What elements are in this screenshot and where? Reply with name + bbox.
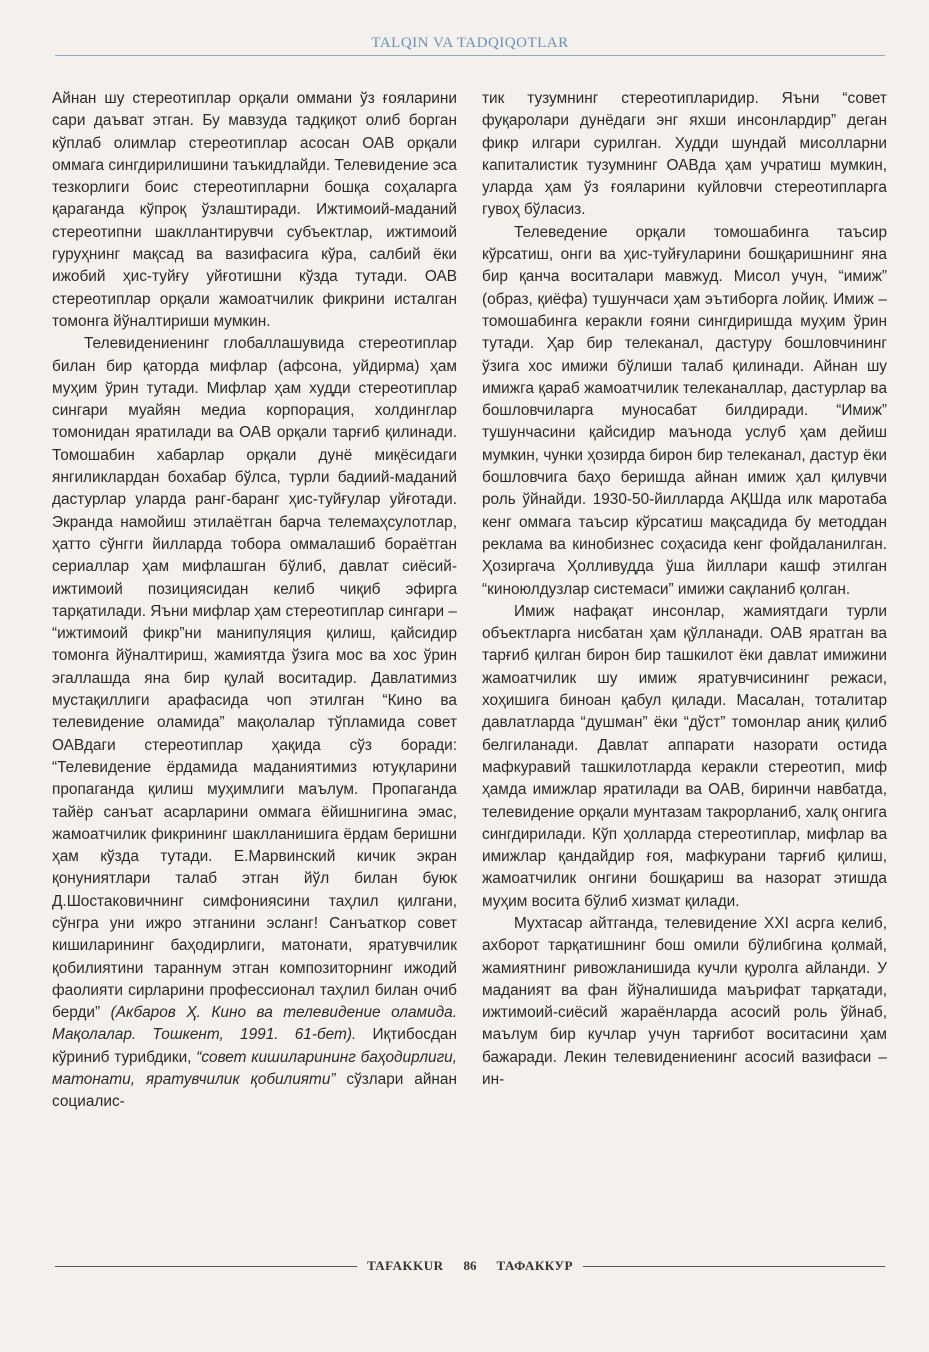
running-header [55, 34, 885, 52]
journal-name-latin: TAFAKKUR [367, 1258, 444, 1273]
paragraph [52, 333, 457, 1113]
paragraph: Мухтасар айтганда, телевидение XXI асрга келиб, ахборот тарқатишнинг бош омили бўлибгина қолмай, жамиятнинг ривожланишида кучли қуролга айланди. У маданият ва фан йўналишида маърифат тарқатади, ижтимоий-сиёсий жараёнларда асосий роль ўйнаб, маълум бир кучлар учун тарғибот воситасини ҳам бажаради. Лекин телевидениенинг асосий вазифаси – ин- [482, 914, 887, 1089]
header-rule [55, 55, 885, 56]
paragraph: Телеведение орқали томошабинга таъсир кўрсатиш, онги ва ҳис-туйғуларини бошқаришнинг яна бир қанча воситалари мавжуд. Мисол учун, “имиж” (образ, қиёфа) тушунчаси ҳам эътиборга лойиқ. Имиж – томошабинга керакли ғояни сингдиришда муҳим ўрин тутади. Ҳар бир телеканал, дастуру бошловчининг ўзига хос имижи бўлиши талаб қилинади. Айнан шу имижга қараб жамоатчилик телеканаллар, дастурлар ва бошловчиларга муносабат билдиради. “Имиж” тушунчасини қайсидир маънода услуб ҳам дейиш мумкин, чунки ҳозирда бирон бир телеканал, дастур ёки бошловчига баҳо беришда айнан имиж ҳал қилувчи роль ўйнайди. 1930-50-йилларда АҚШда илк маротаба кенг оммага таъсир кўрсатиш мақсадида бу методдан реклама ва кинобизнес соҳасида кенг фойдаланилган. Ҳозиргача Ҳолливудда ўша йиллари кашф этилган “киноюлдузлар системаси” имижи сақланиб қолган. [482, 223, 887, 598]
page-footer [55, 1256, 885, 1276]
left-column [52, 88, 457, 1114]
footer-rule-left [55, 1266, 357, 1267]
section-title: TALQIN VA TADQIQOTLAR [371, 35, 569, 51]
journal-name-cyrillic: ТАФАККУР [496, 1258, 573, 1273]
paragraph: Айнан шу стереотиплар орқали оммани ўз ғояларини сари даъват этган. Бу мавзуда тадқиқот олиб борган кўплаб олимлар стереотиплар асосан ОАВ орқали оммага сингдирилишини таъкидлайди. Телевидение эса тезкорлиги боис стереотипларни бошқа соҳаларга қараганда кўпроқ ўзлаштиради. Ижтимоий-маданий стереотипни шакллантирувчи субъектлар, ижтимоий гуруҳнинг мақсад ва вазифасига кўра, салбий ёки ижобий ҳис-туйғу уйғотишни кўзда тутади. ОАВ стереотиплар орқали жамоатчилик фикрини исталган томонга йўналтириши мумкин. [52, 90, 457, 330]
right-column [482, 88, 887, 1091]
paragraph: тик тузумнинг стереотипларидир. Яъни “совет фуқаролари дунёдаги энг яхши инсонлардир” деган фикр илгари сурилган. Худди шундай мисолларни капиталистик тузумнинг ОАВда ҳам учратиш мумкин, уларда ҳам ўз ғояларини куйловчи стереотипларга гувоҳ бўласиз. [482, 90, 887, 219]
paragraph-text: Телевидениенинг глобаллашувида стереотиплар билан бир қаторда мифлар (афсона, уйдирма) ҳам муҳим ўрин тутади. Мифлар ҳам худди стереотиплар сингари муайян медиа корпорация, холдинглар томонидан яратилади ва ОАВ орқали тарғиб қилинади. Томошабин хабарлар орқали дунё миқёсидаги янгиликлардан бохабар бўлса, турли бадиий-маданий дастурлар уларда ранг-баранг ҳис-туйғулар уйғотади. Экранда намойиш этилаётган барча телемаҳсулотлар, ҳатто сўнгги йилларда тобора оммалашиб бораётган сериаллар ҳам мифлашган бўлиб, давлат сиёсий-ижтимоий позициясидан келиб чиқиб эфирга тарқатилади. Яъни мифлар ҳам стереотиплар сингари – “ижтимоий фикр”ни манипуляция қилиш, қайсидир томонга йўналтириш, жамиятда ўзига мос ва хос ўрин эгаллашда яна бир қулай воситадир. Давлатимиз мустақиллиги арафасида чоп этилган “Кино ва телевидение оламида” мақолалар тўпламида совет ОАВдаги стереотиплар ҳақида сўз боради: “Телевидение ёрдамида маданиятимиз ютуқларини пропаганда қилиш муҳимлиги маълум. Пропаганда тайёр санъат асарларини оммага ёйишнигина эмас, жамоатчилик фикрининг шаклланишига ёрдам беришни ҳам кўзда тутади. Е.Марвинский кичик экран қонуниятлари талаб этган йўл билан буюк Д.Шостаковичнинг симфониясини таҳлил қилгани, сўнгра уни ижро этганини эсланг! Санъаткор совет кишиларининг баҳодирлиги, матонати, яратувчилик қобилиятини тараннум этган композиторнинг ижодий фаолияти сирларини профессионал таҳлил билан очиб берди” [52, 335, 457, 1022]
paragraph-text: сўзлари айнан социалис- [52, 1071, 457, 1111]
paragraph: Имиж нафақат инсонлар, жамиятдаги турли объектларга нисбатан ҳам қўлланади. ОАВ яратган ва тарғиб қилган бирон бир ташкилот ёки давлат имижини жамоатчилик шу имиж яратувчисининг режаси, хоҳишига биноан қабул қилади. Масалан, тоталитар давлатларда “душман” ёки “дўст” томонлар аниқ қилиб белгиланади. Давлат аппарати назорати остида мафкуравий ташкилотларда керакли стереотип, миф ҳамда имижлар яратилади ва ОАВ, биринчи навбатда, телевидение орқали мунтазам такрорланиб, халқ онгига сингдирилади. Кўп ҳолларда стереотиплар, мифлар ва имижлар қандайдир ғоя, мафкурани тарғиб қилиш, жамоатчилик онгини бошқариш ва назорат этишда муҳим восита бўлиб хизмат қилади. [482, 602, 887, 910]
page-number: 86 [463, 1258, 477, 1273]
quotation: “совет кишиларининг баҳодирлиги, матонати, яратувчилик қобилияти” [52, 1048, 457, 1089]
paragraph-text: Иқтибосдан кўриниб турибдики, [52, 1026, 457, 1066]
citation: (Акбаров Ҳ. Кино ва телевидение оламида. Мақолалар. Тошкент, 1991. 61-бет). [52, 1004, 457, 1044]
footer-rule-right [583, 1266, 885, 1267]
